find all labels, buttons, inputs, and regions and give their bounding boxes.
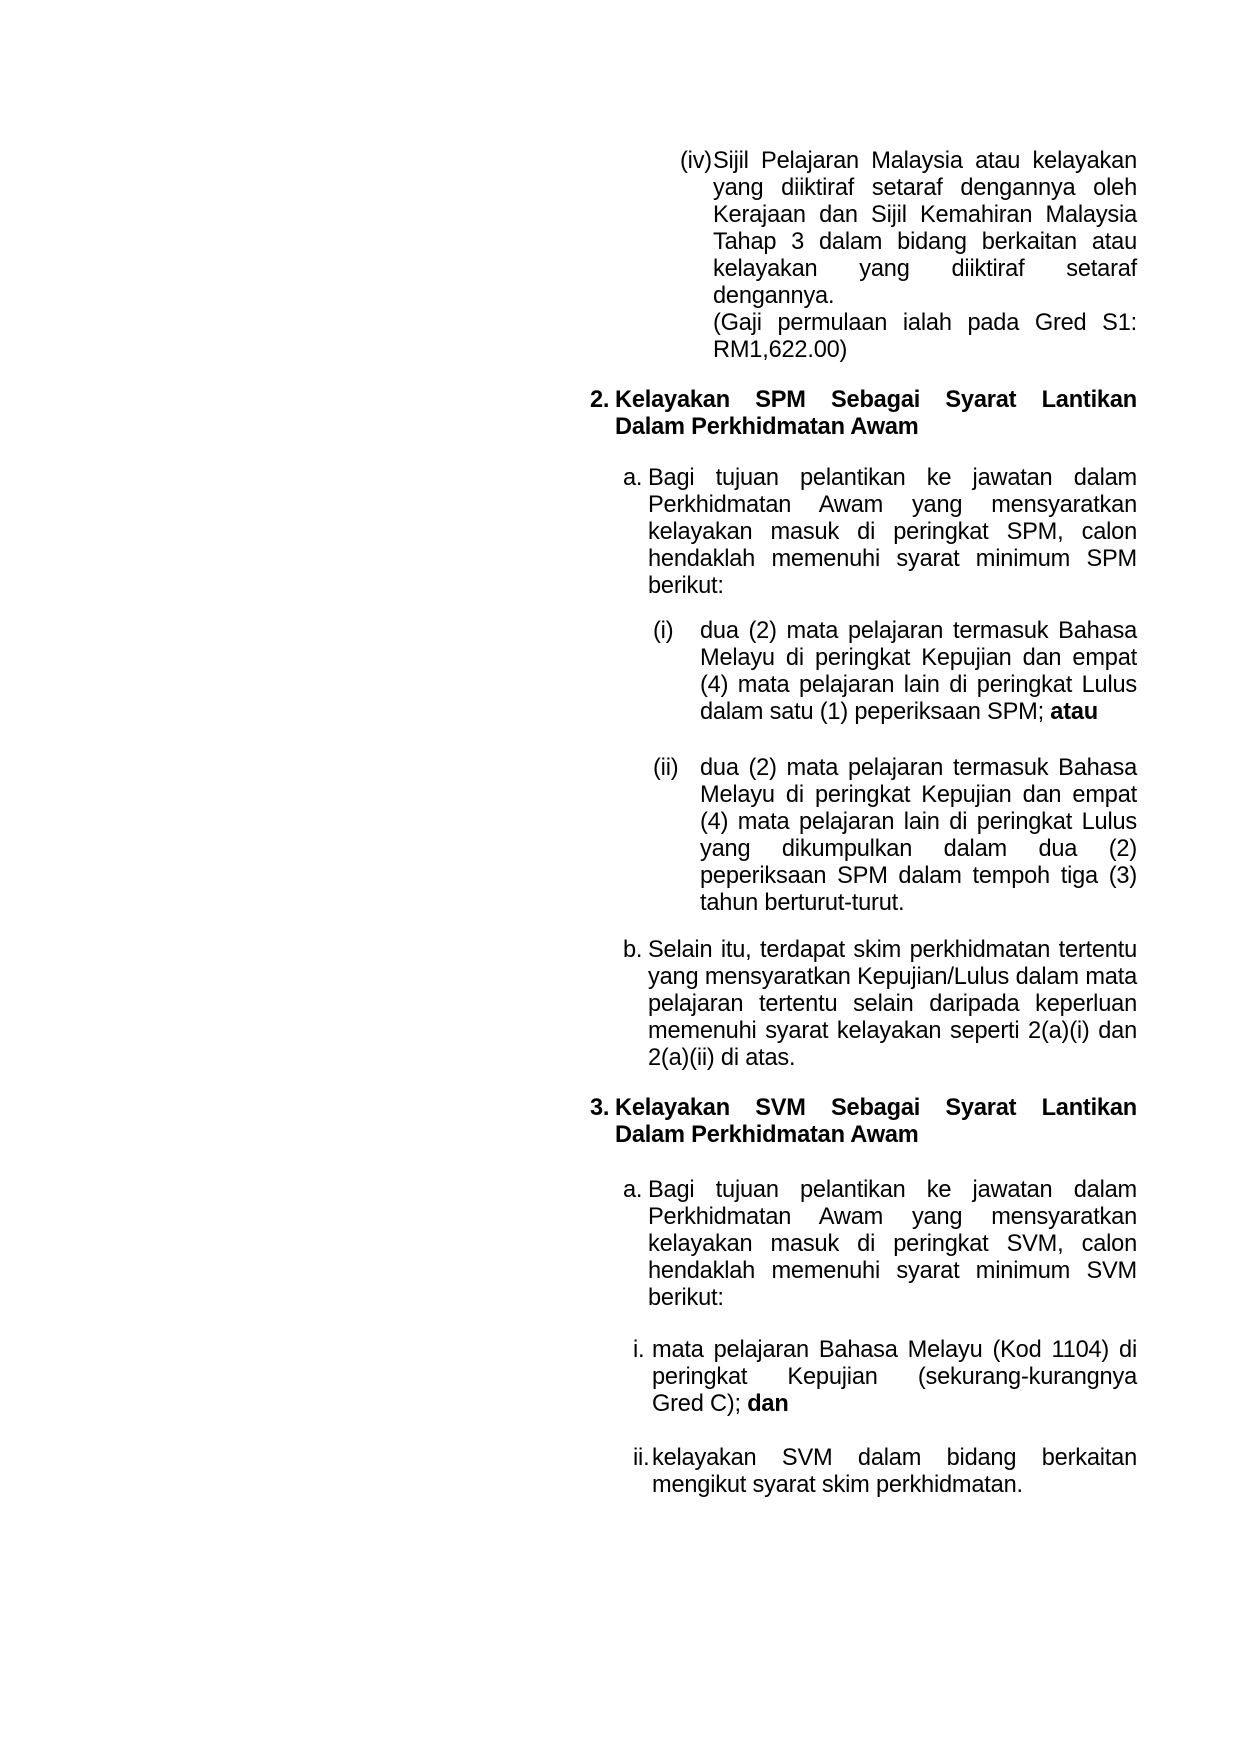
list-marker: a. xyxy=(623,1177,643,1203)
list-item xyxy=(653,618,1137,726)
text-line: Kerajaan dan Sijil Kemahiran Malaysia xyxy=(713,202,1137,228)
text-line: Selain itu, terdapat skim perkhidmatan tertentu xyxy=(648,937,1137,963)
text-line: (4) mata pelajaran lain di peringkat Lulus xyxy=(700,672,1137,698)
item-text xyxy=(700,618,1137,726)
text-line: (Gaji permulaan ialah pada Gred S1: xyxy=(713,310,1137,336)
text-line: peperiksaan SPM dalam tempoh tiga (3) xyxy=(700,863,1137,889)
text-line: RM1,622.00) xyxy=(713,337,848,363)
list-marker: b. xyxy=(623,937,643,963)
text-line: yang mensyaratkan Kepujian/Lulus dalam mata xyxy=(648,964,1137,990)
item-text xyxy=(615,1095,1137,1149)
text-line: Perkhidmatan Awam yang mensyaratkan xyxy=(648,1204,1137,1230)
text-line: hendaklah memenuhi syarat minimum SVM xyxy=(648,1258,1137,1284)
text-line: dalam satu (1) peperiksaan SPM; atau xyxy=(700,699,1099,725)
section-heading xyxy=(590,1095,1137,1149)
text-line: kelayakan SVM dalam bidang berkaitan xyxy=(652,1445,1137,1471)
list-marker: (ii) xyxy=(653,755,679,781)
text-line: tahun berturut-turut. xyxy=(700,890,905,916)
text-line: Perkhidmatan Awam yang mensyaratkan xyxy=(648,492,1137,518)
text-line: Bagi tujuan pelantikan ke jawatan dalam xyxy=(648,1177,1137,1203)
list-marker: (i) xyxy=(653,618,674,644)
list-item xyxy=(623,465,1137,600)
list-marker: (iv) xyxy=(680,148,712,174)
list-item xyxy=(623,937,1137,1072)
text-line: kelayakan masuk di peringkat SPM, calon xyxy=(648,519,1137,545)
text-line: berikut: xyxy=(648,1285,724,1311)
item-text xyxy=(648,937,1137,1072)
section-heading xyxy=(590,387,1137,441)
text-line: mengikut syarat skim perkhidmatan. xyxy=(652,1472,1023,1498)
text-line: memenuhi syarat kelayakan seperti 2(a)(i) dan xyxy=(648,1018,1137,1044)
list-item xyxy=(653,755,1137,917)
text-line: Tahap 3 dalam bidang berkaitan atau xyxy=(713,229,1137,255)
list-item xyxy=(633,1445,1137,1499)
text-line: pelajaran tertentu selain daripada keperluan xyxy=(648,991,1137,1017)
text-line: yang dikumpulkan dalam dua (2) xyxy=(700,836,1137,862)
list-marker: i. xyxy=(633,1337,645,1363)
text-line: Melayu di peringkat Kepujian dan empat xyxy=(700,645,1137,671)
item-text xyxy=(652,1337,1137,1418)
item-text xyxy=(652,1445,1137,1499)
item-text xyxy=(615,387,1137,441)
text-line: Sijil Pelajaran Malaysia atau kelayakan xyxy=(713,148,1137,174)
text-line: peringkat Kepujian (sekurang-kurangnya xyxy=(652,1364,1137,1390)
item-text xyxy=(648,465,1137,600)
text-line: (4) mata pelajaran lain di peringkat Lulus xyxy=(700,809,1137,835)
text-line: Melayu di peringkat Kepujian dan empat xyxy=(700,782,1137,808)
list-marker: 3. xyxy=(590,1095,610,1121)
text-line: Kelayakan SVM Sebagai Syarat Lantikan xyxy=(615,1095,1137,1121)
list-item xyxy=(680,148,1137,364)
text-line: Bagi tujuan pelantikan ke jawatan dalam xyxy=(648,465,1137,491)
text-line: dua (2) mata pelajaran termasuk Bahasa xyxy=(700,755,1137,781)
text-line: Gred C); dan xyxy=(652,1391,789,1417)
text-line: Dalam Perkhidmatan Awam xyxy=(615,414,919,440)
item-text xyxy=(713,148,1137,364)
item-text xyxy=(700,755,1137,917)
list-marker: a. xyxy=(623,465,643,491)
text-line: dua (2) mata pelajaran termasuk Bahasa xyxy=(700,618,1137,644)
text-line: yang diiktiraf setaraf dengannya oleh xyxy=(713,175,1137,201)
text-line: kelayakan masuk di peringkat SVM, calon xyxy=(648,1231,1137,1257)
list-marker: 2. xyxy=(590,387,610,413)
text-line: berikut: xyxy=(648,573,724,599)
list-item xyxy=(623,1177,1137,1312)
text-line: kelayakan yang diiktiraf setaraf xyxy=(713,256,1137,282)
text-line: dengannya. xyxy=(713,283,835,309)
list-item xyxy=(633,1337,1137,1418)
list-marker: ii. xyxy=(633,1445,650,1471)
text-line: mata pelajaran Bahasa Melayu (Kod 1104) di xyxy=(652,1337,1137,1363)
item-text xyxy=(648,1177,1137,1312)
text-line: Dalam Perkhidmatan Awam xyxy=(615,1122,919,1148)
text-line: Kelayakan SPM Sebagai Syarat Lantikan xyxy=(615,387,1137,413)
text-line: 2(a)(ii) di atas. xyxy=(648,1045,796,1071)
text-line: hendaklah memenuhi syarat minimum SPM xyxy=(648,546,1137,572)
